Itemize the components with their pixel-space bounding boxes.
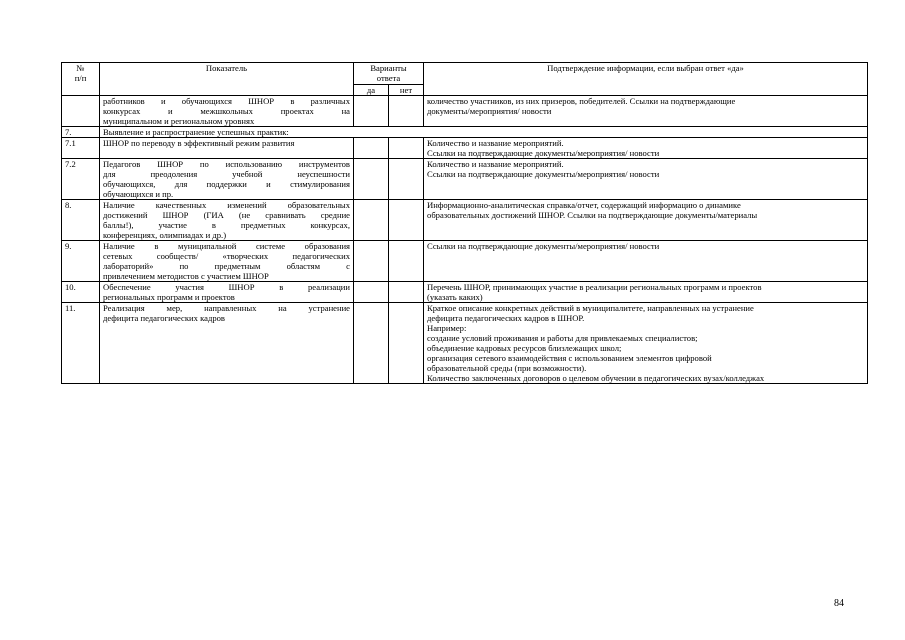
indicator-line: конкурсах и межшкольных проектах на xyxy=(103,106,350,116)
table-row xyxy=(62,303,868,384)
confirmation-line: Количество заключенных договоров о целевом обучении в педагогических вузах/колледжах xyxy=(427,373,765,383)
confirmation-line: документы/мероприятия/ новости xyxy=(427,106,552,116)
indicator-line: Педагогов ШНОР по использованию инструментов xyxy=(103,159,350,169)
table-row xyxy=(62,282,868,303)
header-indicator-label: Показатель xyxy=(205,63,248,73)
table-row xyxy=(62,96,868,127)
answer-no-cell[interactable] xyxy=(389,200,424,241)
answer-no-cell[interactable] xyxy=(389,303,424,384)
row-indicator xyxy=(100,96,354,127)
indicator-table xyxy=(61,62,868,384)
answer-no-cell[interactable] xyxy=(389,159,424,200)
indicator-line: для преодоления учебной неуспешности xyxy=(103,169,350,179)
row-confirmation xyxy=(424,282,868,303)
header-no xyxy=(389,85,424,96)
confirmation-line: Количество и название мероприятий. xyxy=(427,159,564,169)
answer-no-cell[interactable] xyxy=(389,241,424,282)
row-num: 7. xyxy=(62,127,100,138)
table-row xyxy=(62,159,868,200)
confirmation-line: создание условий проживания и работы для привлекаемых специалистов; xyxy=(427,333,698,343)
indicator-line: достижений ШНОР (ГИА (не сравнивать средние xyxy=(103,210,350,220)
confirmation-line: Количество и название мероприятий. xyxy=(427,138,564,148)
indicator-line: Наличие в муниципальной системе образования xyxy=(103,241,350,251)
header-row xyxy=(62,63,868,85)
confirmation-line: Например: xyxy=(427,323,467,333)
header-yes-label: да xyxy=(366,85,376,95)
indicator-line: Наличие качественных изменений образовательных xyxy=(103,200,350,210)
header-variants-label: Варианты ответа xyxy=(370,63,407,83)
row-confirmation xyxy=(424,241,868,282)
header-variants xyxy=(354,63,424,85)
page-number: 84 xyxy=(834,598,844,609)
confirmation-line: Ссылки на подтверждающие документы/мероприятия/ новости xyxy=(427,148,660,158)
table-row xyxy=(62,241,868,282)
header-confirmation xyxy=(424,63,868,96)
answer-yes-cell[interactable] xyxy=(354,241,389,282)
confirmation-line: Ссылки на подтверждающие документы/мероприятия/ новости xyxy=(427,169,660,179)
row-confirmation xyxy=(424,138,868,159)
row-indicator xyxy=(100,282,354,303)
indicator-line: муниципальном и региональном уровнях xyxy=(103,116,255,126)
row-indicator xyxy=(100,303,354,384)
indicator-line: работников и обучающихся ШНОР в различных xyxy=(103,96,350,106)
row-num: 8. xyxy=(62,200,100,241)
section-row xyxy=(62,127,868,138)
answer-yes-cell[interactable] xyxy=(354,138,389,159)
confirmation-line: объединение кадровых ресурсов близлежащих школ; xyxy=(427,343,622,353)
row-indicator xyxy=(100,241,354,282)
confirmation-line: образовательной среды (при возможности). xyxy=(427,363,587,373)
row-num: 7.1 xyxy=(62,138,100,159)
header-confirmation-label: Подтверждение информации, если выбран ответ «да» xyxy=(547,63,744,73)
indicator-line: региональных программ и проектов xyxy=(103,292,235,302)
indicator-line: ШНОР по переводу в эффективный режим развития xyxy=(103,138,295,148)
header-yes xyxy=(354,85,389,96)
confirmation-line: образовательных достижений ШНОР. Ссылки на подтверждающие документы/материалы xyxy=(427,210,758,220)
indicator-line: баллы!), участие в предметных конкурсах, xyxy=(103,220,350,230)
header-indicator xyxy=(100,63,354,96)
row-indicator xyxy=(100,159,354,200)
indicator-line: конференциях, олимпиадах и др.) xyxy=(103,230,227,240)
section-title: Выявление и распространение успешных практик: xyxy=(100,127,868,138)
indicator-line: Обеспечение участия ШНОР в реализации xyxy=(103,282,350,292)
table-row xyxy=(62,138,868,159)
answer-no-cell[interactable] xyxy=(389,96,424,127)
answer-yes-cell[interactable] xyxy=(354,159,389,200)
row-num: 9. xyxy=(62,241,100,282)
row-num xyxy=(62,96,100,127)
indicator-line: обучающихся, для поддержки и стимулирования xyxy=(103,179,350,189)
confirmation-line: Ссылки на подтверждающие документы/мероприятия/ новости xyxy=(427,241,660,251)
row-confirmation xyxy=(424,303,868,384)
answer-yes-cell[interactable] xyxy=(354,282,389,303)
answer-no-cell[interactable] xyxy=(389,138,424,159)
table-row xyxy=(62,200,868,241)
row-confirmation xyxy=(424,200,868,241)
row-num: 10. xyxy=(62,282,100,303)
answer-yes-cell[interactable] xyxy=(354,200,389,241)
row-indicator xyxy=(100,200,354,241)
confirmation-line: дефицита педагогических кадров в ШНОР. xyxy=(427,313,585,323)
confirmation-line: (указать каких) xyxy=(427,292,483,302)
confirmation-line: Краткое описание конкретных действий в муниципалитете, направленных на устранение xyxy=(427,303,754,313)
answer-no-cell[interactable] xyxy=(389,282,424,303)
answer-yes-cell[interactable] xyxy=(354,96,389,127)
row-confirmation xyxy=(424,96,868,127)
row-num: 11. xyxy=(62,303,100,384)
indicator-line: привлечением методистов с участием ШНОР xyxy=(103,271,269,281)
confirmation-line: Перечень ШНОР, принимающих участие в реализации региональных программ и проектов xyxy=(427,282,762,292)
row-indicator xyxy=(100,138,354,159)
confirmation-line: количество участников, из них призеров, победителей. Ссылки на подтверждающие xyxy=(427,96,736,106)
row-confirmation xyxy=(424,159,868,200)
indicator-line: лабораторий» по предметным областям с xyxy=(103,261,350,271)
confirmation-line: Информационно-аналитическая справка/отчет, содержащий информацию о динамике xyxy=(427,200,741,210)
header-num-label: № п/п xyxy=(74,63,87,83)
confirmation-line: организация сетевого взаимодействия с использованием элементов цифровой xyxy=(427,353,712,363)
indicator-line: обучающихся и пр. xyxy=(103,189,174,199)
answer-yes-cell[interactable] xyxy=(354,303,389,384)
indicator-line: сетевых сообществ/ «творческих педагогических xyxy=(103,251,350,261)
indicator-line: дефицита педагогических кадров xyxy=(103,313,225,323)
header-no-label: нет xyxy=(399,85,413,95)
indicator-line: Реализация мер, направленных на устранение xyxy=(103,303,350,313)
row-num: 7.2 xyxy=(62,159,100,200)
header-num xyxy=(62,63,100,96)
